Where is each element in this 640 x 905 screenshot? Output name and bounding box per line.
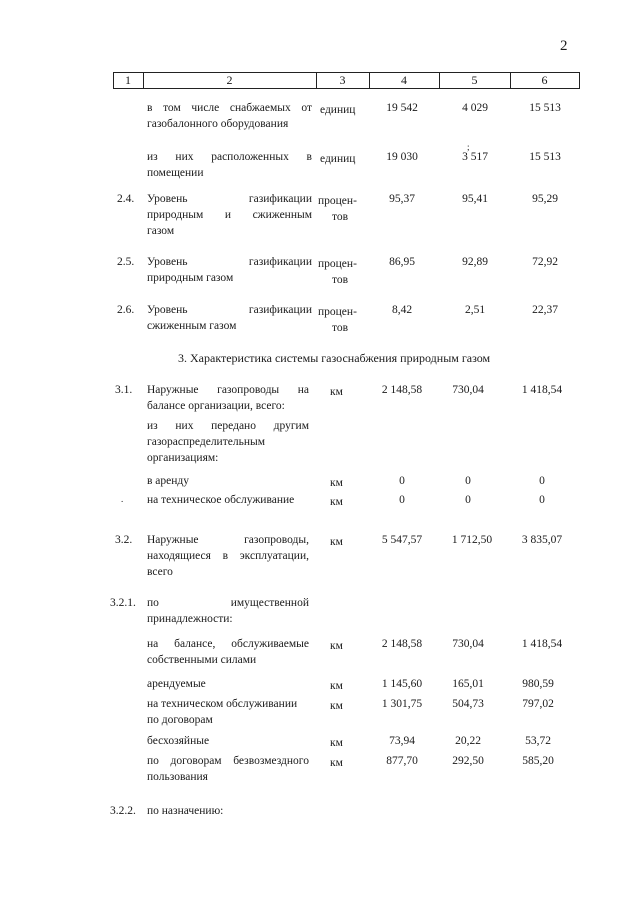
row-desc: помещении: [147, 167, 204, 179]
row-unit: км: [330, 680, 343, 692]
row-value-col6: 980,59: [522, 678, 554, 690]
header-col-1: 1: [125, 73, 131, 87]
row-value-col4: 0: [399, 475, 405, 487]
row-value-col5: 0: [465, 494, 471, 506]
row-desc: пользования: [147, 771, 208, 783]
row-value-col6: 1 418,54: [521, 384, 563, 396]
row-unit: км: [330, 496, 343, 508]
row-unit: единиц: [320, 104, 356, 116]
row-number: 3.1.: [115, 384, 133, 396]
row-desc: принадлежности:: [147, 613, 233, 625]
row-unit: км: [330, 536, 343, 548]
row-unit: единиц: [320, 153, 356, 165]
section-title: 3. Характеристика системы газоснабжения природным газом: [178, 351, 491, 365]
row-value-col4: 5 547,57: [381, 534, 423, 546]
stray-mark: .: [121, 494, 124, 504]
row-value-col4: 19 030: [386, 151, 418, 163]
row-desc: по договорам: [147, 714, 213, 726]
row-value-col5: 1 712,50: [451, 534, 493, 546]
row-value-col6: 22,37: [532, 304, 558, 316]
row-value-col4: 8,42: [391, 304, 413, 316]
row-value-col4: 73,94: [389, 735, 415, 747]
row-desc: собственными силами: [147, 654, 257, 666]
row-value-col5: 92,89: [462, 256, 488, 268]
row-number: 3.2.2.: [110, 805, 136, 817]
row-number: 2.5.: [117, 256, 135, 268]
row-value-col5: 20,22: [455, 735, 481, 747]
row-desc: на техническом обслуживании: [147, 698, 298, 710]
row-value-col5: 3 517: [462, 151, 488, 163]
row-desc: Наружные газопроводы на: [147, 384, 309, 396]
row-number: 3.2.: [115, 534, 133, 546]
row-desc: по имущественной: [147, 597, 309, 609]
row-desc: находящиеся в эксплуатации,: [147, 550, 309, 562]
row-unit: тов: [332, 322, 349, 334]
row-unit: км: [330, 757, 343, 769]
row-desc: организациям:: [147, 452, 219, 464]
row-unit: тов: [332, 211, 349, 223]
row-unit: км: [330, 737, 343, 749]
row-value-col5: 730,04: [452, 384, 484, 396]
row-desc: в том числе снабжаемых от: [147, 102, 312, 114]
row-value-col6: 53,72: [525, 735, 551, 747]
row-value-col5: 95,41: [462, 193, 488, 205]
row-value-col4: 0: [399, 494, 405, 506]
row-number: 3.2.1.: [110, 597, 136, 609]
row-unit: км: [330, 386, 343, 398]
row-desc: природным газом: [147, 272, 234, 284]
header-divider: [579, 72, 580, 88]
row-desc: бесхозяйные: [147, 735, 210, 747]
row-desc: сжиженным газом: [147, 320, 237, 332]
row-desc: газом: [147, 225, 175, 237]
header-col-2: 2: [226, 73, 233, 87]
row-unit: км: [330, 640, 343, 652]
row-desc: Уровень газификации: [147, 256, 312, 268]
row-desc: в аренду: [147, 475, 190, 487]
row-desc: арендуемые: [147, 678, 206, 690]
page-number: 2: [560, 38, 568, 54]
row-unit: процен-: [318, 258, 357, 270]
row-desc: из них передано другим: [147, 420, 309, 432]
row-desc: балансе организации, всего:: [147, 400, 285, 412]
row-number: 2.6.: [117, 304, 135, 316]
row-value-col5: 292,50: [452, 755, 484, 767]
row-value-col5: 2,51: [464, 304, 486, 316]
row-value-col5: 165,01: [452, 678, 484, 690]
header-col-5: 5: [471, 73, 478, 87]
header-col-4: 4: [401, 73, 407, 87]
row-value-col4: 2 148,58: [381, 384, 423, 396]
row-value-col6: 0: [539, 494, 545, 506]
header-col-6: 6: [541, 73, 548, 87]
row-unit: км: [330, 477, 343, 489]
row-desc: на балансе, обслуживаемые: [147, 638, 309, 650]
row-value-col4: 1 145,60: [381, 678, 423, 690]
row-desc: Уровень газификации: [147, 304, 312, 316]
row-value-col4: 1 301,75: [381, 698, 423, 710]
row-value-col4: 877,70: [386, 755, 418, 767]
header-col-3: 3: [339, 73, 346, 87]
row-desc: на техническое обслуживание: [147, 494, 295, 506]
row-value-col6: 1 418,54: [521, 638, 563, 650]
row-desc: Уровень газификации: [147, 193, 312, 205]
stray-mark: ;: [467, 142, 470, 152]
row-value-col5: 504,73: [452, 698, 484, 710]
row-value-col4: 86,95: [389, 256, 415, 268]
row-desc: природным и сжиженным: [147, 209, 312, 221]
row-value-col4: 95,37: [389, 193, 415, 205]
row-unit: процен-: [318, 306, 357, 318]
row-desc: из них расположенных в: [147, 151, 312, 163]
row-unit: км: [330, 700, 343, 712]
row-unit: тов: [332, 274, 349, 286]
row-desc: по назначению:: [147, 805, 224, 817]
row-value-col6: 797,02: [522, 698, 554, 710]
row-value-col4: 19 542: [386, 102, 418, 114]
row-desc: Наружные газопроводы,: [147, 534, 309, 546]
row-value-col6: 15 513: [529, 151, 561, 163]
row-value-col6: 0: [539, 475, 545, 487]
row-value-col6: 95,29: [532, 193, 558, 205]
row-value-col5: 4 029: [462, 102, 488, 114]
row-desc: по договорам безвозмездного: [147, 755, 309, 767]
row-value-col6: 72,92: [532, 256, 558, 268]
row-value-col6: 585,20: [522, 755, 554, 767]
row-unit: процен-: [318, 195, 357, 207]
row-value-col6: 15 513: [529, 102, 561, 114]
row-value-col5: 0: [465, 475, 471, 487]
row-value-col5: 730,04: [452, 638, 484, 650]
row-desc: всего: [147, 566, 173, 578]
row-desc: газобалонного оборудования: [147, 118, 289, 130]
row-value-col6: 3 835,07: [521, 534, 563, 546]
row-number: 2.4.: [117, 193, 135, 205]
row-desc: газораспределительным: [147, 436, 265, 448]
row-value-col4: 2 148,58: [381, 638, 423, 650]
